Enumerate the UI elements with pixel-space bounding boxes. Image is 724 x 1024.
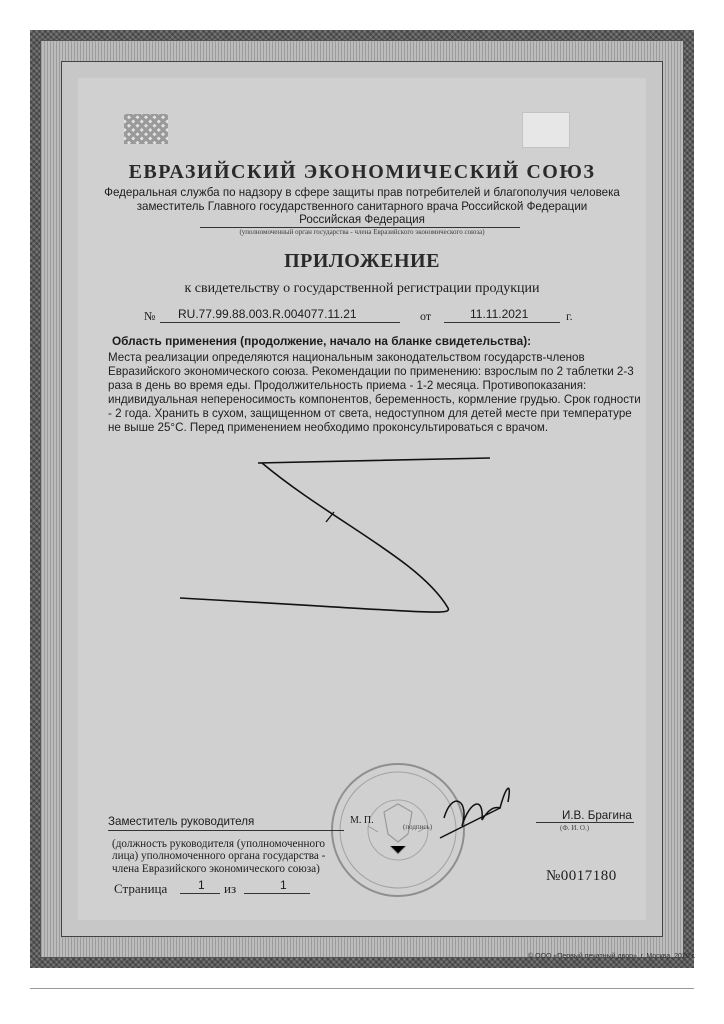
fio-caption: (Ф. И. О.) [560, 824, 590, 832]
appendix-title: ПРИЛОЖЕНИЕ [284, 250, 440, 272]
union-title: ЕВРАЗИЙСКИЙ ЭКОНОМИЧЕСКИЙ СОЮЗ [128, 161, 596, 183]
scope-line: Места реализации определяются национальным законодательством государств-членов [108, 351, 585, 364]
authority-line-2: заместитель Главного государственного санитарного врача Российской Федерации [136, 200, 588, 213]
scope-line: - 2 года. Хранить в сухом, защищенном от света, недоступном для детей месте при температуре [108, 407, 632, 420]
stamp-place-label: М. П. [350, 815, 374, 826]
year-suffix: г. [566, 309, 573, 323]
page-number: 1 [198, 878, 205, 892]
from-label: от [420, 309, 432, 323]
position-underline [108, 830, 344, 831]
scope-line: индивидуальная непереносимость компонентов, беременность, кормление грудью. Срок годности [108, 393, 641, 406]
role-description-line: члена Евразийского экономического союза) [112, 863, 320, 875]
role-description-line: (должность руководителя (уполномоченного [112, 838, 325, 850]
scope-heading: Область применения (продолжение, начало на бланке свидетельства): [112, 334, 532, 348]
page-of-label: из [224, 881, 237, 896]
number-sign: № [144, 309, 156, 323]
authority-line-1: Федеральная служба по надзору в сфере защиты прав потребителей и благополучия человека [104, 186, 620, 199]
position-label: Заместитель руководителя [108, 815, 255, 828]
name-underline [536, 822, 634, 823]
authority-line-3: Российская Федерация [299, 213, 425, 226]
printer-credit: © ООО «Первый печатный двор», г. Москва, 2020 г. [528, 953, 696, 960]
role-description-line: лица) уполномоченного органа государства - [112, 850, 326, 862]
page-total: 1 [280, 878, 287, 892]
page-label: Страница [114, 881, 168, 896]
signature-caption: (подпись) [403, 823, 433, 831]
scan-edge-rule [30, 988, 694, 989]
certificate-date: 11.11.2021 [470, 307, 529, 321]
page-total-underline [244, 893, 310, 894]
page-number-underline [180, 893, 220, 894]
official-name: И.В. Брагина [562, 809, 632, 822]
scope-line: раза в день во время еды. Продолжительность приема - 1-2 месяца. Противопоказания: [108, 379, 587, 392]
form-number: №0017180 [546, 868, 617, 884]
scope-line: Евразийского экономического союза. Рекомендации по применению: взрослым по 2 таблетки 2-3 [108, 365, 634, 378]
appendix-subtitle: к свидетельству о государственной регистрации продукции [184, 281, 540, 296]
authority-caption: (уполномоченный орган государства - члена Евразийского экономического союза) [239, 228, 485, 236]
scope-line: не выше 25°С. Перед применением необходимо проконсультироваться с врачом. [108, 421, 549, 434]
certificate-number: RU.77.99.88.003.R.004077.11.21 [178, 307, 357, 321]
